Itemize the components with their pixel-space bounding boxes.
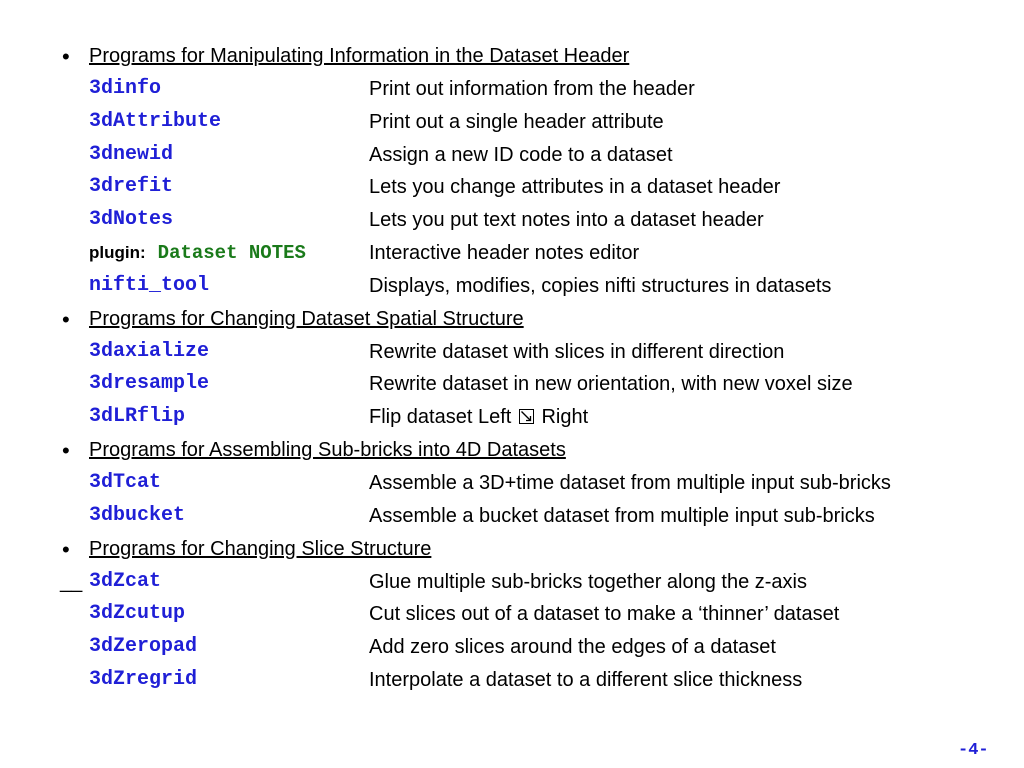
program-row — [0, 106, 1024, 139]
slide-content — [0, 40, 1024, 697]
program-description: Print out a single header attribute — [369, 110, 664, 133]
program-row — [0, 171, 1024, 204]
program-description: Assemble a 3D+time dataset from multiple input sub-bricks — [369, 471, 891, 494]
program-name: 3dZcutup — [89, 602, 186, 626]
program-row — [0, 467, 1024, 500]
program-row — [0, 401, 1024, 434]
program-name: 3daxialize — [89, 339, 210, 363]
program-name: 3dresample — [89, 372, 210, 396]
program-row — [0, 631, 1024, 664]
program-name: 3dnewid — [89, 142, 174, 166]
program-row — [0, 270, 1024, 303]
line-prefix: __ — [60, 570, 83, 593]
program-name: 3dZeropad — [89, 635, 198, 659]
description-left-part: Flip dataset Left — [369, 406, 512, 429]
section-heading — [0, 40, 1024, 73]
program-name: 3dAttribute — [89, 109, 222, 133]
program-name: 3dNotes — [89, 208, 174, 232]
program-row — [0, 336, 1024, 369]
plugin-entry — [89, 237, 306, 271]
program-row — [0, 139, 1024, 172]
bullet: • — [62, 536, 70, 562]
plugin-label: plugin — [89, 242, 140, 262]
program-row — [0, 566, 1024, 599]
program-row — [0, 368, 1024, 401]
arrow-box-icon — [519, 409, 534, 424]
page-number: -4- — [958, 741, 989, 760]
bullet: • — [62, 44, 70, 69]
section-title: Programs for Changing Dataset Spatial Structure — [89, 307, 524, 330]
program-name: 3drefit — [89, 175, 174, 199]
program-description: Assemble a bucket dataset from multiple input sub-bricks — [369, 504, 875, 527]
program-row — [0, 204, 1024, 237]
program-row-plugin — [0, 237, 1024, 270]
program-name: 3dbucket — [89, 503, 186, 527]
section-heading — [0, 303, 1024, 336]
program-name: 3dTcat — [89, 470, 162, 494]
program-description: Interactive header notes editor — [369, 241, 640, 264]
program-row — [0, 500, 1024, 533]
program-description — [369, 401, 588, 434]
section-title: Programs for Assembling Sub-bricks into 4D Datasets — [89, 438, 566, 461]
program-description: Lets you change attributes in a dataset header — [369, 176, 781, 199]
program-name: 3dLRflip — [89, 405, 186, 429]
program-name: 3dZregrid — [89, 667, 198, 691]
section-heading — [0, 434, 1024, 467]
bullet: • — [62, 437, 70, 463]
bullet: • — [62, 306, 70, 332]
description-right-part: Right — [541, 406, 589, 429]
section-title: Programs for Changing Slice Structure — [89, 537, 432, 560]
program-description: Rewrite dataset in new orientation, with new voxel size — [369, 373, 853, 396]
program-description: Cut slices out of a dataset to make a ‘thinner’ dataset — [369, 603, 840, 626]
program-description: Displays, modifies, copies nifti structures in datasets — [369, 274, 832, 297]
program-name: 3dZcat — [89, 569, 162, 593]
program-row — [0, 664, 1024, 697]
program-row — [0, 73, 1024, 106]
plugin-name: Dataset NOTES — [157, 241, 306, 264]
program-description: Lets you put text notes into a dataset header — [369, 209, 764, 232]
plugin-colon: : — [139, 242, 146, 262]
program-name: nifti_tool — [89, 273, 210, 297]
program-description: Glue multiple sub-bricks together along the z-axis — [369, 570, 807, 593]
section-title: Programs for Manipulating Information in the Dataset Header — [89, 45, 630, 67]
program-name: 3dinfo — [89, 77, 162, 100]
program-description: Add zero slices around the edges of a dataset — [369, 636, 776, 659]
program-description: Print out information from the header — [369, 78, 695, 100]
section-heading — [0, 533, 1024, 566]
program-row — [0, 598, 1024, 631]
program-description: Interpolate a dataset to a different slice thickness — [369, 668, 803, 691]
program-description: Assign a new ID code to a dataset — [369, 143, 673, 166]
program-description: Rewrite dataset with slices in different direction — [369, 340, 785, 363]
